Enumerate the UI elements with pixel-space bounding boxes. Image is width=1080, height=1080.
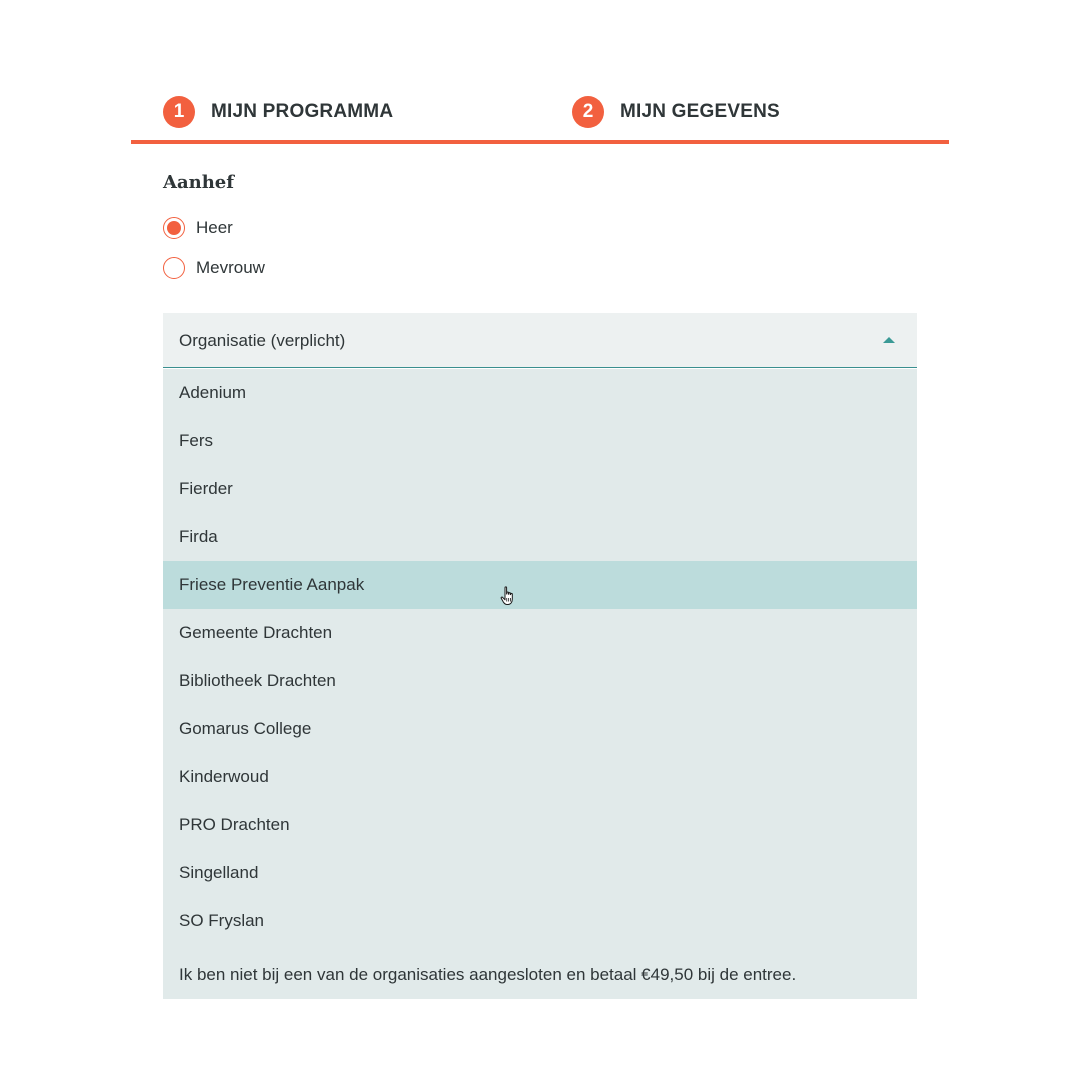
dropdown-option-geen-organisatie[interactable]: Ik ben niet bij een van de organisaties aangesloten en betaal €49,50 bij de entree. [179,965,797,984]
dropdown-option-kinderwoud[interactable]: Kinderwoud [179,767,269,786]
step-mijn-gegevens[interactable] [572,96,780,128]
step-label: MIJN PROGRAMMA [211,101,394,122]
organisatie-select-label: Organisatie (verplicht) [179,331,346,350]
radio-button-unchecked[interactable] [163,257,185,279]
organisatie-select[interactable] [163,313,917,368]
dropdown-option-pro-drachten[interactable]: PRO Drachten [179,815,290,834]
organisatie-dropdown-list [163,369,917,999]
dropdown-option-gomarus-college[interactable]: Gomarus College [179,719,312,738]
caret-up-icon[interactable] [883,337,895,343]
radio-button-checked[interactable] [163,217,185,239]
radio-option-mevrouw[interactable] [163,257,265,279]
step-mijn-programma[interactable] [163,96,393,128]
radio-label-mevrouw: Mevrouw [196,258,265,277]
dropdown-option-friese-preventie-aanpak[interactable]: Friese Preventie Aanpak [163,561,917,609]
dropdown-option-gemeente-drachten[interactable]: Gemeente Drachten [179,623,333,642]
step-number-badge: 1 [163,96,195,128]
progress-steps [131,94,949,144]
aanhef-heading: Aanhef [163,172,234,193]
radio-label-heer: Heer [196,218,233,237]
dropdown-option-bibliotheek-drachten[interactable]: Bibliotheek Drachten [179,671,336,690]
dropdown-option-fers[interactable]: Fers [179,431,213,450]
step-number-badge: 2 [572,96,604,128]
step-label: MIJN GEGEVENS [620,101,780,122]
dropdown-option-fierder[interactable]: Fierder [179,479,233,498]
dropdown-option-singelland[interactable]: Singelland [179,863,259,882]
hand-pointer-icon [500,586,516,606]
dropdown-option-adenium[interactable]: Adenium [179,383,247,402]
radio-selected-dot [167,221,181,235]
dropdown-option-firda[interactable]: Firda [179,527,218,546]
radio-option-heer[interactable] [163,217,233,239]
dropdown-option-so-fryslan[interactable]: SO Fryslan [179,911,265,930]
